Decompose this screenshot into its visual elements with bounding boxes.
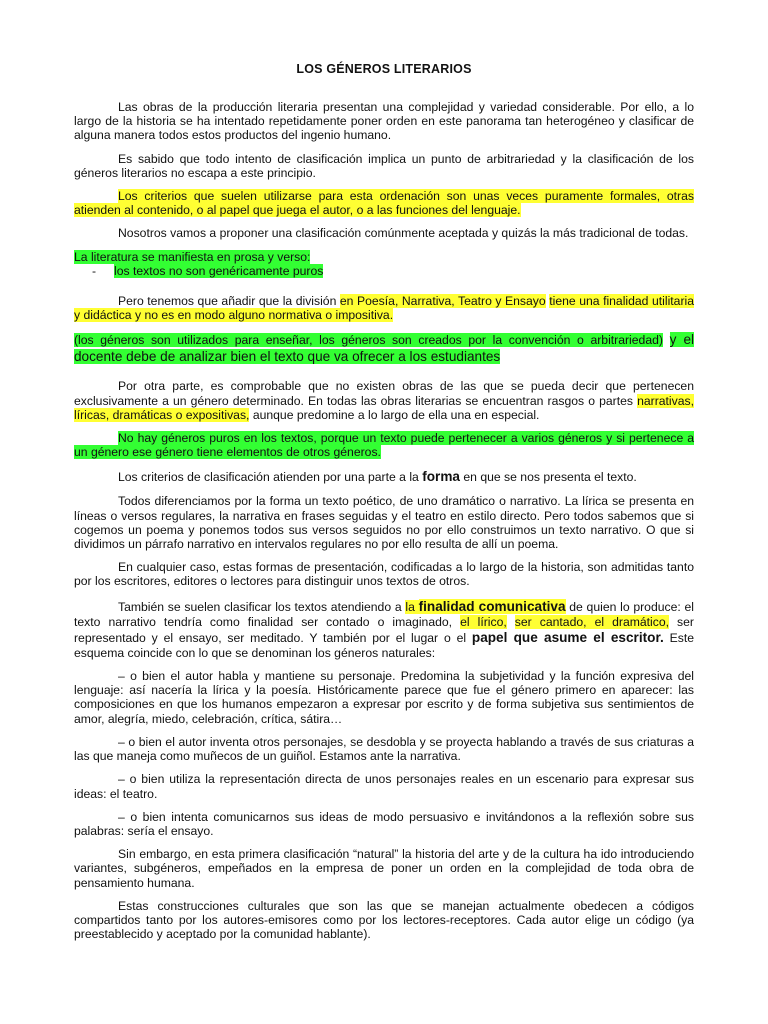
paragraph-criteria: [74, 189, 694, 217]
bold-forma: forma: [422, 469, 460, 485]
highlight-la: la: [405, 599, 419, 614]
text-segment: También se suelen clasificar los textos atendiendo a: [118, 599, 406, 614]
paragraph-teacher-note: [74, 331, 694, 365]
paragraph-division: [74, 294, 694, 322]
highlight-prose-verse: La literatura se manifiesta en prosa y verso:: [74, 249, 311, 264]
paragraph-no-pure-works: [74, 379, 694, 422]
text-segment: en que se nos presenta el texto.: [459, 470, 637, 485]
paragraph-intro: Las obras de la producción literaria presentan una complejidad y variedad considerable. Por ello, a lo largo de la historia se ha intentado repetidamente poner orden en este panorama tan heterogéneo y clasificar de alguna manera todos estos productos del ingenio humano.: [74, 100, 694, 143]
bullet-dash: -: [92, 263, 97, 278]
text-segment: [663, 333, 670, 347]
paragraph-theatre: – o bien utiliza la representación directa de unos personajes reales en un escenario para expresar sus ideas: el teatro.: [74, 772, 694, 801]
highlight-teacher: y el docente debe de analizar bien el texto que va ofrecer a los estudiantes: [74, 332, 695, 365]
paragraph-proposal: Nosotros vamos a proponer una clasificación comúnmente aceptada y quizás la más tradicional de todas.: [118, 226, 689, 241]
text-segment: Los criterios de clasificación atienden por una parte a la: [118, 470, 423, 485]
text-segment: Por otra parte, es comprobable que no existen obras de las que se pueda decir que pertenecen exclusivamente a un género determinado. En todas las obras literarias se encuentran rasgos o partes: [74, 379, 694, 408]
text-segment: Este esquema coincide con lo que se denominan los géneros naturales:: [74, 630, 694, 660]
paragraph-form-criteria: [74, 468, 694, 485]
paragraph-communicative-purpose: [74, 598, 694, 660]
paragraph-no-pure-genres: [74, 431, 694, 459]
bold-papel-escritor: papel que asume el escritor.: [471, 629, 664, 645]
document-title: LOS GÉNEROS LITERARIOS: [296, 62, 472, 76]
highlight-genres-use: (los géneros son utilizados para enseñar, los géneros son creados por la convención o arbitrariedad): [74, 333, 663, 348]
highlight-genres-list: en Poesía, Narrativa, Teatro y Ensayo: [339, 294, 546, 309]
text-segment: [507, 615, 515, 629]
highlight-dramatico: ser cantado, el dramático,: [514, 614, 669, 629]
highlight-not-pure: los textos no son genéricamente puros: [114, 263, 324, 278]
paragraph-essay: – o bien intenta comunicarnos sus ideas de modo persuasivo e invitándonos a la reflexión sobre sus palabras: sería el ensayo.: [74, 809, 694, 838]
list-item: [74, 264, 694, 278]
paragraph-narrative: – o bien el autor inventa otros personajes, se desdobla y se proyecta hablando a través de sus criaturas a las que maneja como muñecos de un guiñol. Estamos ante la narrativa.: [74, 734, 694, 764]
paragraph-variants: Sin embargo, en esta primera clasificación “natural” la historia del arte y de la cultura ha ido introduciendo variantes, subgéneros, empeñados en la empresa de poner un orden en la complejidad de toda obra de pensamiento humana.: [74, 847, 694, 890]
paragraph-lyric: – o bien el autor habla y mantiene su personaje. Predomina la subjetividad y la función expresiva del lenguaje: así nacería la lírica y la poesía. Históricamente parece que fue el género primero en aparecer: las composiciones en que los humanos empezaron a expresar por escrito y de forma subjetiva sus sentimientos de amor, alegría, miedo, celebración, crítica, sátira…: [74, 669, 694, 726]
highlight-utilitarian: tiene una finalidad utilitaria y didáctica y no es en modo alguno normativa o impositiva.: [74, 294, 694, 323]
paragraph-arbitrariness: Es sabido que todo intento de clasificación implica un punto de arbitrariedad y la clasificación de los géneros literarios no escapa a este principio.: [74, 151, 694, 180]
highlight-traits: narrativas, líricas, dramáticas o expositivas,: [74, 393, 694, 422]
highlight-criteria: Los criterios que suelen utilizarse para esta ordenación son unas veces puramente formales, otras atienden al contenido, o al papel que juega el autor, o a las funciones del lenguaje.: [74, 189, 694, 218]
paragraph-cultural-codes: Estas construcciones culturales que son las que se manejan actualmente obedecen a códigos compartidos tanto por los autores-emisores como por los lectores-receptores. Cada autor elige un código (ya preestablecido y aceptado por la comunidad hablante).: [74, 898, 694, 942]
text-segment: Pero tenemos que añadir que la división: [118, 294, 340, 309]
paragraph-presentation-forms: En cualquier caso, estas formas de presentación, codificadas a lo largo de la historia, son admitidas tanto por los escritores, editores o lectores para distinguir unos textos de otros.: [74, 560, 694, 589]
text-segment: aunque predomine a lo largo de ella una en especial.: [249, 407, 540, 422]
highlight-lirico: el lírico,: [460, 614, 507, 629]
text-segment: de quien lo produce: el texto narrativo tendría como finalidad ser contado o imaginado,: [74, 599, 694, 629]
text-segment: ser representado y el ensayo, ser meditado. Y también por el lugar o el: [74, 614, 694, 645]
highlight-no-pure-genres: No hay géneros puros en los textos, porque un texto puede pertenecer a varios géneros y si pertenece a un género ese género tiene elementos de otros géneros.: [74, 431, 694, 460]
paragraph-form-difference: Todos diferenciamos por la forma un texto poético, de uno dramático o narrativo. La lírica se presenta en líneas o versos regulares, la narrativa en frases seguidas y el teatro en estilo directo. Pero todos sabemos que si cogemos un poema y ponemos todos sus versos seguidos no por ello construimos un texto narrativo. O que si dividimos un párrafo narrativo en intervalos regulares no por ello resulta de allí un poema.: [74, 494, 694, 552]
prose-verse-block: [74, 250, 694, 278]
highlight-finalidad: finalidad comunicativa: [418, 598, 566, 614]
